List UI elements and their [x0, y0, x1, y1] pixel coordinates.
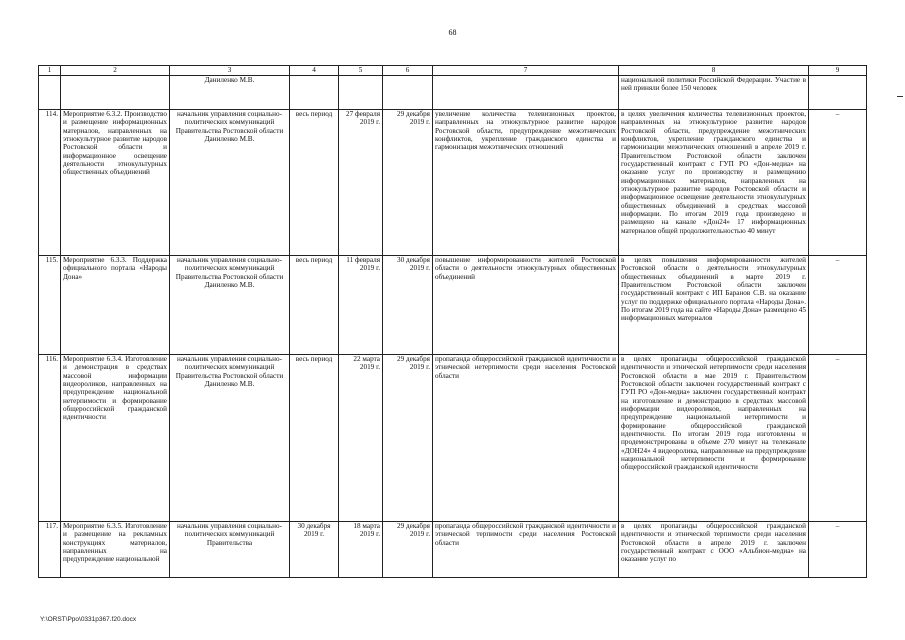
row-number: 114. — [39, 110, 61, 256]
file-path-footer: Y:\ORST\Ppo\0331p367.f20.docx — [40, 616, 137, 623]
event-name: Мероприятие 6.3.4. Изготовление и демонстрация в средствах массовой информации видеороликов, направленных на предупреждение национальной нетерпимости и формирование общероссийской гражданской идентичности — [61, 355, 170, 522]
col9-value — [809, 76, 867, 110]
header-col-3: 3 — [170, 66, 290, 76]
header-col-2: 2 — [61, 66, 170, 76]
expected-result: пропаганда общероссийской гражданской идентичности и этнической нетерпимости среди населения Ростовской области — [433, 355, 619, 522]
header-col-9: 9 — [809, 66, 867, 76]
event-name — [61, 76, 170, 110]
event-name: Мероприятие 6.3.3. Поддержка официального портала «Народы Дона» — [61, 256, 170, 355]
expected-result: увеличение количества телевизионных проектов, направленных на этнокультурное развитие народов Ростовской области, предупреждение межэтнических конфликтов, укрепление гражданского единства и гармонизация межэтнических отношений — [433, 110, 619, 256]
responsible-person: начальник управления социально-политических коммуникаций Правительства Ростовской области Даниленко М.В. — [170, 256, 290, 355]
actual-end-date — [383, 76, 433, 110]
row-number: 117. — [39, 522, 61, 578]
row-number — [39, 76, 61, 110]
table-row — [39, 522, 867, 578]
table-row — [39, 110, 867, 256]
col9-value: – — [809, 256, 867, 355]
table-row — [39, 256, 867, 355]
actual-result: национальной политики Российской Федерации. Участие в ней приняли более 150 человек — [619, 76, 809, 110]
header-col-8: 8 — [619, 66, 809, 76]
actual-end-date: 29 декабря 2019 г. — [383, 110, 433, 256]
row-number: 115. — [39, 256, 61, 355]
table-row — [39, 355, 867, 522]
header-col-4: 4 — [290, 66, 339, 76]
actual-end-date: 29 декабря 2019 г. — [383, 522, 433, 578]
actual-result: в целях пропаганды общероссийской гражданской идентичности и этнической терпимости среди населения Ростовской области в апреле 2019 г. заключен государственный контракт с ООО «Альбион-медиа» на оказание услуг по — [619, 522, 809, 578]
responsible-person: Даниленко М.В. — [170, 76, 290, 110]
implementation-period: весь период — [290, 256, 339, 355]
actual-end-date: 30 декабря 2019 г. — [383, 256, 433, 355]
actual-start-date: 18 марта 2019 г. — [339, 522, 383, 578]
header-col-1: 1 — [39, 66, 61, 76]
actual-result: в целях повышения информированности жителей Ростовской области о деятельности этнокультурных общественных объединений в марте 2019 г. Правительством Ростовской области заключен государственный контракт с ИП Баранов С.В. на оказание услуг по поддержке официального портала «Народы Дона». По итогам 2019 года на сайте «Народы Дона» размещено 45 информационных материалов — [619, 256, 809, 355]
expected-result: повышение информированности жителей Ростовской области о деятельности этнокультурных общественных объединений — [433, 256, 619, 355]
actual-start-date: 11 февраля 2019 г. — [339, 256, 383, 355]
expected-result — [433, 76, 619, 110]
event-name: Мероприятие 6.3.5. Изготовление и размещение на рекламных конструкциях материалов, направленных на предупреждение национальной — [61, 522, 170, 578]
actual-result: в целях увеличения количества телевизионных проектов, направленных на этнокультурное развитие народов Ростовской области, предупреждение межэтнических конфликтов, укрепление гражданского единства и гармонизации межэтнических отношений в апреле 2019 г. Правительством Ростовской области заключен государственный контракт с ГУП РО «Дон-медиа» на оказание услуг по производству и размещению информационных материалов, направленных на этнокультурное развитие народов Ростовской области и информационное освещение деятельности этнокультурных общественных объединений в средствах массовой информации. По итогам 2019 года произведено и размещено на канале «Дон24» 17 информационных материалов общей продолжительностью 40 минут — [619, 110, 809, 256]
event-name: Мероприятие 6.3.2. Производство и размещение информационных материалов, направленных на этнокультурное развитие народов Ростовской области и информационное освещение деятельности этнокультурных общественных объединений — [61, 110, 170, 256]
implementation-period: весь период — [290, 110, 339, 256]
actual-start-date: 22 марта 2019 г. — [339, 355, 383, 522]
col9-value: – — [809, 522, 867, 578]
page-number: 68 — [448, 28, 457, 37]
header-col-5: 5 — [339, 66, 383, 76]
implementation-period: весь период — [290, 355, 339, 522]
edge-mark — [897, 96, 903, 99]
header-row — [39, 66, 867, 76]
actual-start-date — [339, 76, 383, 110]
responsible-person: начальник управления социально-политических коммуникаций Правительства Ростовской области Даниленко М.В. — [170, 110, 290, 256]
actual-end-date: 29 декабря 2019 г. — [383, 355, 433, 522]
implementation-period: 30 декабря 2019 г. — [290, 522, 339, 578]
row-number: 116. — [39, 355, 61, 522]
header-col-7: 7 — [433, 66, 619, 76]
actual-result: в целях пропаганды общероссийской гражданской идентичности и этнической нетерпимости среди населения Ростовской области в мае 2019 г. Правительством Ростовской области заключен государственный контракт с ГУП РО «Дон-медиа» заключен государственный контракт на изготовление и демонстрацию в средствах массовой информации видеороликов, направленных на предупреждение национальной нетерпимости и формирование общероссийской гражданской идентичности. По итогам 2019 года изготовлены и продемонстрированы в объеме 270 минут на телеканале «ДОН24» 4 видеоролика, направленные на предупреждение национальной нетерпимости и формирование общероссийской гражданской идентичности — [619, 355, 809, 522]
actual-start-date: 27 февраля 2019 г. — [339, 110, 383, 256]
col9-value: – — [809, 110, 867, 256]
table-row — [39, 76, 867, 110]
responsible-person: начальник управления социально-политических коммуникаций Правительства — [170, 522, 290, 578]
header-col-6: 6 — [383, 66, 433, 76]
col9-value: – — [809, 355, 867, 522]
expected-result: пропаганда общероссийской гражданской идентичности и этнической терпимости среди населения Ростовской области — [433, 522, 619, 578]
implementation-period — [290, 76, 339, 110]
report-table — [38, 65, 867, 578]
responsible-person: начальник управления социально-политических коммуникаций Правительства Ростовской области Даниленко М.В. — [170, 355, 290, 522]
